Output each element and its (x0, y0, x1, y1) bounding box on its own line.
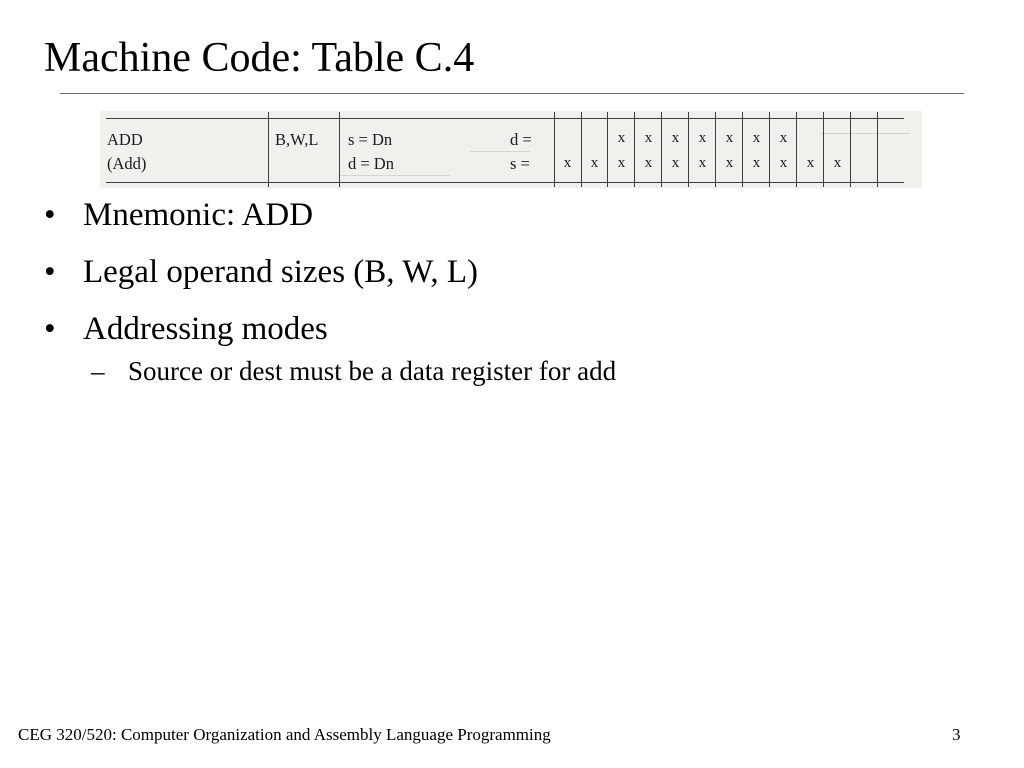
scan-artifact (820, 133, 910, 134)
slide-title: Machine Code: Table C.4 (44, 35, 475, 81)
bullet-item (44, 196, 944, 234)
mode-mark: x (617, 130, 626, 146)
table-instruction-name: (Add) (107, 154, 147, 173)
table-column-divider (688, 112, 689, 187)
table-operand-sizes: B,W,L (275, 130, 319, 149)
mode-mark: x (644, 155, 653, 171)
bullet-list (44, 196, 944, 367)
table-column-divider (769, 112, 770, 187)
mode-mark: x (590, 155, 599, 171)
addressing-mode-table-image (100, 111, 922, 188)
mode-mark: x (833, 155, 842, 171)
bullet-text: Mnemonic: ADD (83, 197, 314, 233)
table-column-divider (554, 112, 555, 187)
mode-mark: x (779, 155, 788, 171)
table-column-divider (581, 112, 582, 187)
footer-course-title: CEG 320/520: Computer Organization and Assembly Language Programming (18, 725, 551, 744)
bullet-marker: • (44, 311, 56, 347)
mode-mark: x (752, 155, 761, 171)
table-column-divider (661, 112, 662, 187)
table-column-divider (850, 112, 851, 187)
table-syntax-source: s = Dn (348, 130, 393, 149)
table-column-divider (742, 112, 743, 187)
table-column-divider (268, 112, 269, 187)
mode-mark: x (698, 155, 707, 171)
scan-artifact (470, 151, 530, 152)
bullet-marker: • (44, 254, 56, 290)
table-column-divider (823, 112, 824, 187)
table-source-label: s = (510, 154, 530, 173)
table-column-divider (877, 112, 878, 187)
bullet-item (44, 310, 944, 348)
table-column-divider (339, 112, 340, 187)
bullet-item (44, 253, 944, 291)
table-column-divider (607, 112, 608, 187)
table-bottom-rule (106, 182, 904, 183)
mode-mark: x (779, 130, 788, 146)
scan-artifact (340, 175, 450, 176)
table-column-divider (634, 112, 635, 187)
sub-bullet-text: Source or dest must be a data register for add (128, 356, 617, 386)
mode-mark: x (698, 130, 707, 146)
mode-mark: x (725, 130, 734, 146)
title-divider (60, 93, 964, 94)
bullet-text: Addressing modes (83, 311, 328, 347)
table-top-rule (106, 118, 904, 119)
mode-mark: x (644, 130, 653, 146)
bullet-marker: • (44, 197, 56, 233)
mode-mark: x (725, 155, 734, 171)
mode-mark: x (752, 130, 761, 146)
sub-bullet-item (44, 355, 616, 387)
page-number: 3 (952, 725, 961, 744)
mode-mark: x (617, 155, 626, 171)
table-column-divider (715, 112, 716, 187)
mode-mark: x (671, 130, 680, 146)
table-mnemonic: ADD (107, 130, 143, 149)
table-dest-label: d = (510, 130, 532, 149)
mode-mark: x (671, 155, 680, 171)
sub-bullet-list (44, 355, 616, 387)
mode-mark: x (563, 155, 572, 171)
table-syntax-dest: d = Dn (348, 154, 394, 173)
bullet-text: Legal operand sizes (B, W, L) (83, 254, 478, 290)
mode-mark: x (806, 155, 815, 171)
table-column-divider (796, 112, 797, 187)
sub-bullet-marker: – (91, 356, 105, 386)
